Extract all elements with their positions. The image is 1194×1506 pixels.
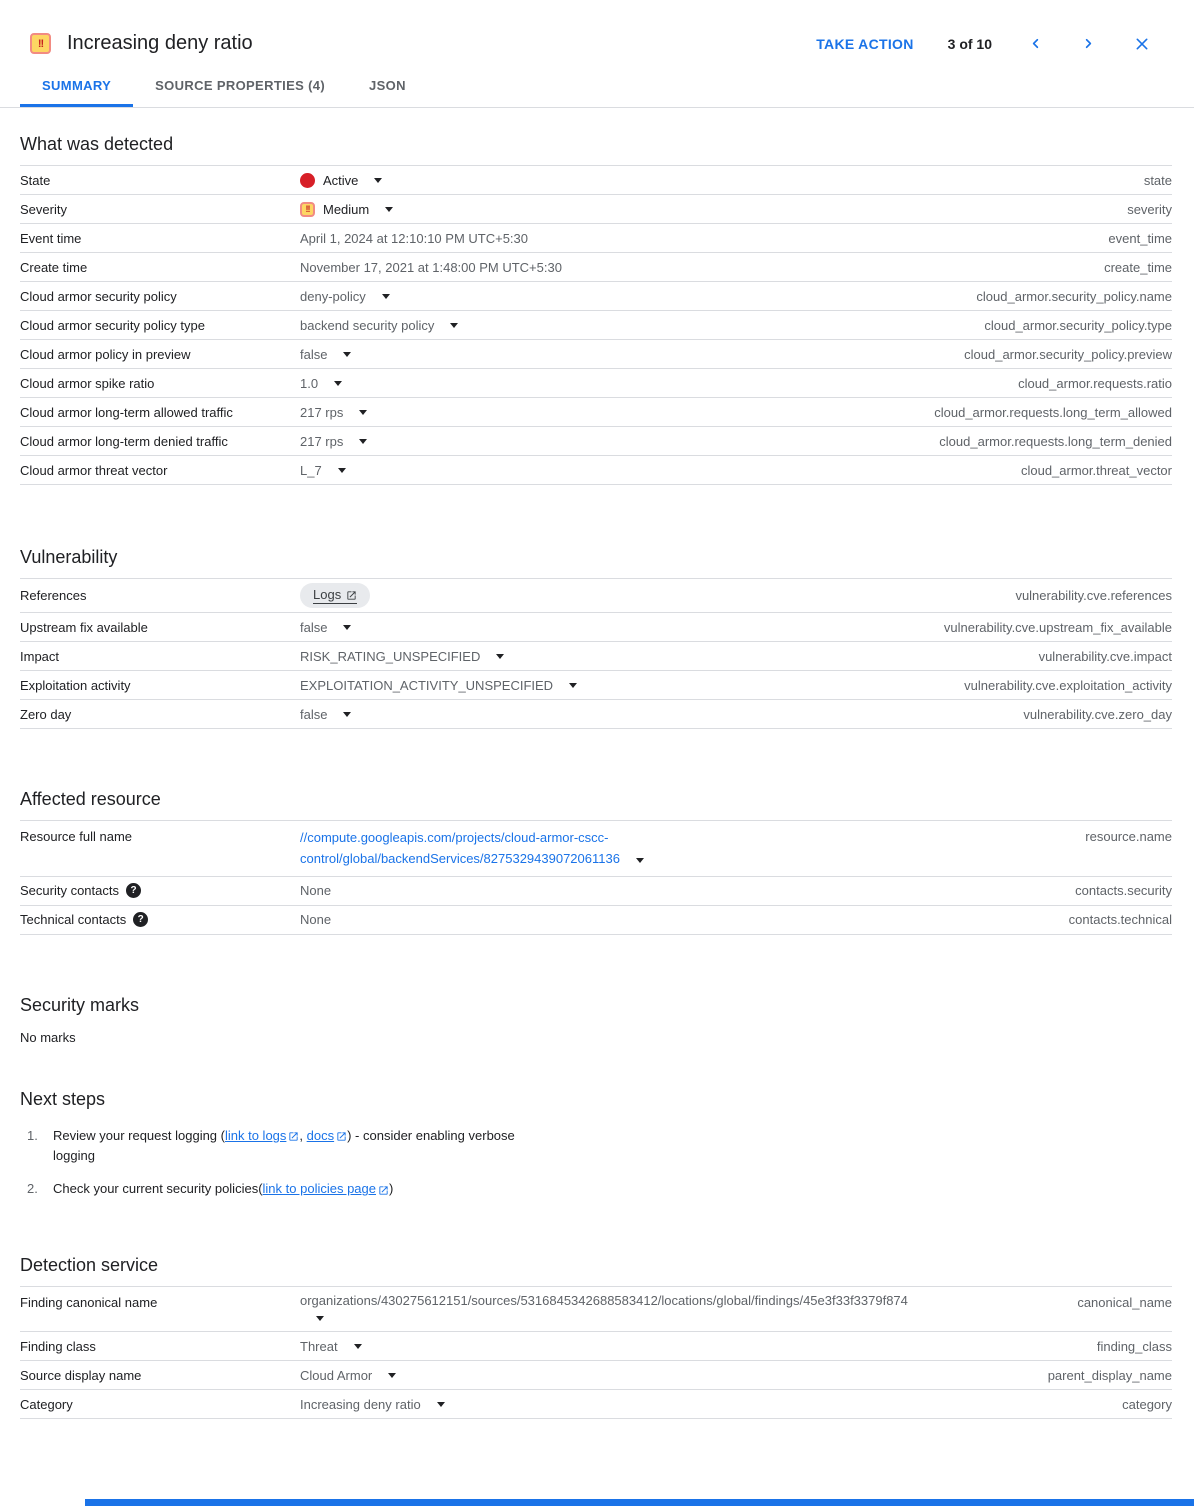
row-attribute: cloud_armor.security_policy.name — [976, 288, 1172, 304]
detection-rows — [20, 165, 1172, 485]
tab-bar — [0, 69, 1194, 108]
chevron-down-icon — [316, 1316, 324, 1321]
open-in-new-icon — [346, 590, 357, 601]
row-value: 217 rps — [300, 404, 344, 420]
step-text: , — [299, 1127, 307, 1143]
row-attribute: vulnerability.cve.impact — [1038, 648, 1172, 664]
row-value: Cloud Armor — [300, 1367, 373, 1383]
row-label: Impact — [20, 648, 60, 664]
tab-source-properties[interactable]: SOURCE PROPERTIES (4) — [155, 78, 326, 93]
active-state-icon — [300, 173, 315, 188]
row-attribute: parent_display_name — [1047, 1367, 1172, 1383]
row-upstream-fix — [20, 613, 1172, 642]
row-label: Cloud armor spike ratio — [20, 375, 155, 391]
row-label: Cloud armor threat vector — [20, 462, 168, 478]
row-label: Exploitation activity — [20, 677, 131, 693]
chevron-down-icon — [496, 654, 504, 659]
chevron-left-icon — [1028, 36, 1043, 51]
chevron-right-icon — [1081, 36, 1096, 51]
row-security-policy-type — [20, 311, 1172, 340]
section-title: Detection service — [20, 1255, 159, 1276]
chevron-down-icon — [636, 858, 644, 863]
section-title: Next steps — [20, 1088, 106, 1109]
row-label: Cloud armor long-term denied traffic — [20, 433, 228, 449]
row-finding-canonical-name — [20, 1287, 1172, 1332]
link-label: docs — [306, 1127, 335, 1143]
row-label: Finding canonical name — [20, 1295, 158, 1311]
next-steps-list — [20, 1126, 525, 1199]
link-to-logs[interactable] — [225, 1126, 299, 1146]
chevron-down-icon — [437, 1402, 445, 1407]
row-label: Event time — [20, 230, 82, 246]
chevron-down-icon — [354, 1344, 362, 1349]
chevron-down-icon — [359, 439, 367, 444]
row-value: organizations/430275612151/sources/5316845342688583412/locations/global/findings/45e3f33f3379f874 — [300, 1293, 908, 1309]
row-policy-preview — [20, 340, 1172, 369]
row-attribute: vulnerability.cve.exploitation_activity — [964, 677, 1172, 693]
severity-dropdown-button[interactable] — [379, 203, 399, 216]
row-attribute: event_time — [1108, 230, 1172, 246]
row-value: false — [300, 706, 328, 722]
row-attribute: canonical_name — [1077, 1295, 1172, 1311]
row-value: April 1, 2024 at 12:10:10 PM UTC+5:30 — [300, 230, 528, 246]
row-label: Security contacts — [20, 883, 119, 899]
section-title: Vulnerability — [20, 547, 118, 567]
row-long-term-denied — [20, 427, 1172, 456]
row-value: false — [300, 619, 328, 635]
step-number: 1. — [27, 1127, 38, 1143]
chevron-down-icon — [388, 1373, 396, 1378]
section-vulnerability — [0, 547, 1194, 729]
state-dropdown-button[interactable] — [368, 174, 388, 187]
row-attribute: vulnerability.cve.zero_day — [1023, 706, 1172, 722]
row-value: L_7 — [300, 462, 322, 478]
row-value: EXPLOITATION_ACTIVITY_UNSPECIFIED — [300, 677, 554, 693]
open-in-new-icon — [378, 1185, 389, 1196]
row-technical-contacts — [20, 906, 1172, 935]
row-category — [20, 1390, 1172, 1419]
chevron-down-icon — [343, 352, 351, 357]
progress-bar — [85, 1499, 1194, 1506]
section-what-was-detected — [0, 134, 1194, 485]
page-title: Increasing deny ratio — [67, 32, 253, 54]
impact-dropdown-button[interactable] — [490, 650, 510, 663]
row-label: Upstream fix available — [20, 619, 148, 635]
row-source-display-name — [20, 1361, 1172, 1390]
row-label: Technical contacts — [20, 912, 127, 928]
row-attribute: vulnerability.cve.references — [1015, 588, 1172, 603]
row-attribute: state — [1143, 172, 1172, 188]
previous-finding-button[interactable] — [1026, 34, 1045, 53]
policy-type-dropdown-button[interactable] — [444, 319, 464, 332]
row-label: Create time — [20, 259, 88, 275]
row-value: Increasing deny ratio — [300, 1396, 421, 1412]
chevron-down-icon — [385, 207, 393, 212]
detection-service-rows — [20, 1286, 1172, 1419]
canonical-name-dropdown-button[interactable] — [310, 1312, 330, 1325]
chevron-down-icon — [359, 410, 367, 415]
category-dropdown-button[interactable] — [431, 1398, 451, 1411]
row-exploitation-activity — [20, 671, 1172, 700]
row-attribute: finding_class — [1096, 1338, 1172, 1354]
source-display-name-dropdown-button[interactable] — [382, 1369, 402, 1382]
open-in-new-icon — [288, 1131, 299, 1142]
policy-name-dropdown-button[interactable] — [376, 290, 396, 303]
row-value: 1.0 — [300, 375, 319, 391]
step-text: Check your current security policies( — [53, 1181, 263, 1197]
no-marks-text: No marks — [20, 1029, 76, 1045]
close-icon — [1134, 36, 1150, 52]
policy-preview-dropdown-button[interactable] — [337, 348, 357, 361]
row-value: None — [300, 883, 332, 899]
close-button[interactable] — [1132, 34, 1152, 54]
row-finding-class — [20, 1332, 1172, 1361]
threat-vector-dropdown-button[interactable] — [332, 464, 352, 477]
row-label: State — [20, 172, 51, 188]
help-icon[interactable]: ? — [133, 912, 148, 927]
section-detection-service — [0, 1255, 1194, 1419]
row-value: RISK_RATING_UNSPECIFIED — [300, 648, 481, 664]
row-references — [20, 579, 1172, 613]
chevron-down-icon — [450, 323, 458, 328]
section-title: Affected resource — [20, 789, 161, 809]
row-label: Zero day — [20, 706, 72, 722]
header-actions — [816, 34, 1152, 54]
row-label: Category — [20, 1396, 73, 1412]
row-label: Cloud armor policy in preview — [20, 346, 191, 362]
row-attribute: resource.name — [1085, 829, 1172, 844]
row-create-time — [20, 253, 1172, 282]
take-action-button[interactable]: TAKE ACTION — [816, 35, 914, 52]
row-label: Resource full name — [20, 829, 132, 844]
chevron-down-icon — [374, 178, 382, 183]
row-attribute: severity — [1127, 201, 1172, 217]
row-label: Finding class — [20, 1338, 96, 1354]
section-next-steps — [0, 1089, 1194, 1199]
chevron-down-icon — [343, 712, 351, 717]
step-text: Review your request logging ( — [53, 1127, 225, 1143]
tab-json[interactable]: JSON — [369, 78, 406, 93]
medium-severity-icon: !! — [300, 202, 315, 217]
row-attribute: create_time — [1104, 259, 1172, 275]
row-value: Medium — [323, 201, 370, 217]
row-attribute: cloud_armor.requests.ratio — [1018, 375, 1172, 391]
row-attribute: cloud_armor.threat_vector — [1020, 462, 1172, 478]
row-value: Active — [323, 172, 359, 188]
row-attribute: category — [1122, 1396, 1172, 1412]
step-text: ) - consider enabling verbose logging — [53, 1127, 515, 1164]
help-icon[interactable]: ? — [126, 883, 141, 898]
upstream-fix-dropdown-button[interactable] — [337, 621, 357, 634]
row-label: References — [20, 588, 87, 603]
row-value: false — [300, 346, 328, 362]
row-value: backend security policy — [300, 317, 435, 333]
zero-day-dropdown-button[interactable] — [337, 708, 357, 721]
exploitation-dropdown-button[interactable] — [563, 679, 583, 692]
logs-chip-label: Logs — [313, 587, 342, 602]
resource-link-line1: //compute.googleapis.com/projects/cloud-armor-cscc- — [300, 830, 609, 845]
step-number: 2. — [27, 1181, 38, 1197]
link-label: link to logs — [224, 1127, 287, 1143]
row-security-policy — [20, 282, 1172, 311]
pagination-counter: 3 of 10 — [947, 35, 992, 52]
section-affected-resource — [0, 789, 1194, 935]
link-label: link to policies page — [262, 1181, 376, 1197]
chevron-down-icon — [382, 294, 390, 299]
row-spike-ratio — [20, 369, 1172, 398]
chevron-down-icon — [343, 625, 351, 630]
panel-header — [0, 0, 1194, 55]
next-step-item — [20, 1179, 525, 1199]
spike-ratio-dropdown-button[interactable] — [328, 377, 348, 390]
row-long-term-allowed — [20, 398, 1172, 427]
resource-link-line2: control/global/backendServices/8275329439072061136 — [300, 851, 620, 867]
row-label: Cloud armor long-term allowed traffic — [20, 404, 233, 420]
row-attribute: contacts.security — [1075, 883, 1172, 899]
row-label: Severity — [20, 201, 67, 217]
row-label: Cloud armor security policy type — [20, 317, 205, 333]
affected-resource-rows — [20, 820, 1172, 935]
medium-severity-icon: !! — [30, 33, 51, 54]
row-security-contacts — [20, 877, 1172, 906]
chevron-down-icon — [334, 381, 342, 386]
resource-name-dropdown-button[interactable] — [630, 854, 650, 867]
section-title: Security marks — [20, 994, 140, 1015]
row-value: None — [300, 912, 332, 928]
row-value: November 17, 2021 at 1:48:00 PM UTC+5:30 — [300, 259, 562, 275]
logs-chip-button[interactable] — [300, 583, 370, 608]
row-state — [20, 166, 1172, 195]
next-step-item — [20, 1126, 525, 1166]
long-term-denied-dropdown-button[interactable] — [353, 435, 373, 448]
section-security-marks — [0, 995, 1194, 1045]
row-attribute: cloud_armor.requests.long_term_denied — [939, 433, 1172, 449]
row-attribute: vulnerability.cve.upstream_fix_available — [943, 619, 1172, 635]
row-attribute: cloud_armor.requests.long_term_allowed — [934, 404, 1172, 420]
open-in-new-icon — [336, 1131, 347, 1142]
row-severity — [20, 195, 1172, 224]
row-attribute: cloud_armor.security_policy.type — [984, 317, 1172, 333]
row-impact — [20, 642, 1172, 671]
row-value: Threat — [300, 1338, 338, 1354]
section-title: What was detected — [20, 134, 174, 154]
row-value: deny-policy — [300, 288, 366, 304]
row-label: Cloud armor security policy — [20, 288, 177, 304]
row-zero-day — [20, 700, 1172, 729]
finding-class-dropdown-button[interactable] — [348, 1340, 368, 1353]
row-attribute: contacts.technical — [1068, 912, 1172, 928]
resource-full-name-link[interactable] — [300, 827, 620, 870]
tab-summary[interactable]: SUMMARY — [20, 69, 133, 107]
next-finding-button[interactable] — [1079, 34, 1098, 53]
row-threat-vector — [20, 456, 1172, 485]
chevron-down-icon — [569, 683, 577, 688]
link-to-policies-page[interactable] — [263, 1179, 389, 1199]
row-label: Source display name — [20, 1367, 142, 1383]
row-resource-full-name — [20, 821, 1172, 877]
chevron-down-icon — [338, 468, 346, 473]
step-text: ) — [389, 1181, 394, 1197]
row-attribute: cloud_armor.security_policy.preview — [964, 346, 1172, 362]
row-value: 217 rps — [300, 433, 344, 449]
row-event-time — [20, 224, 1172, 253]
vulnerability-rows — [20, 578, 1172, 729]
link-to-docs[interactable] — [307, 1126, 347, 1146]
long-term-allowed-dropdown-button[interactable] — [353, 406, 373, 419]
